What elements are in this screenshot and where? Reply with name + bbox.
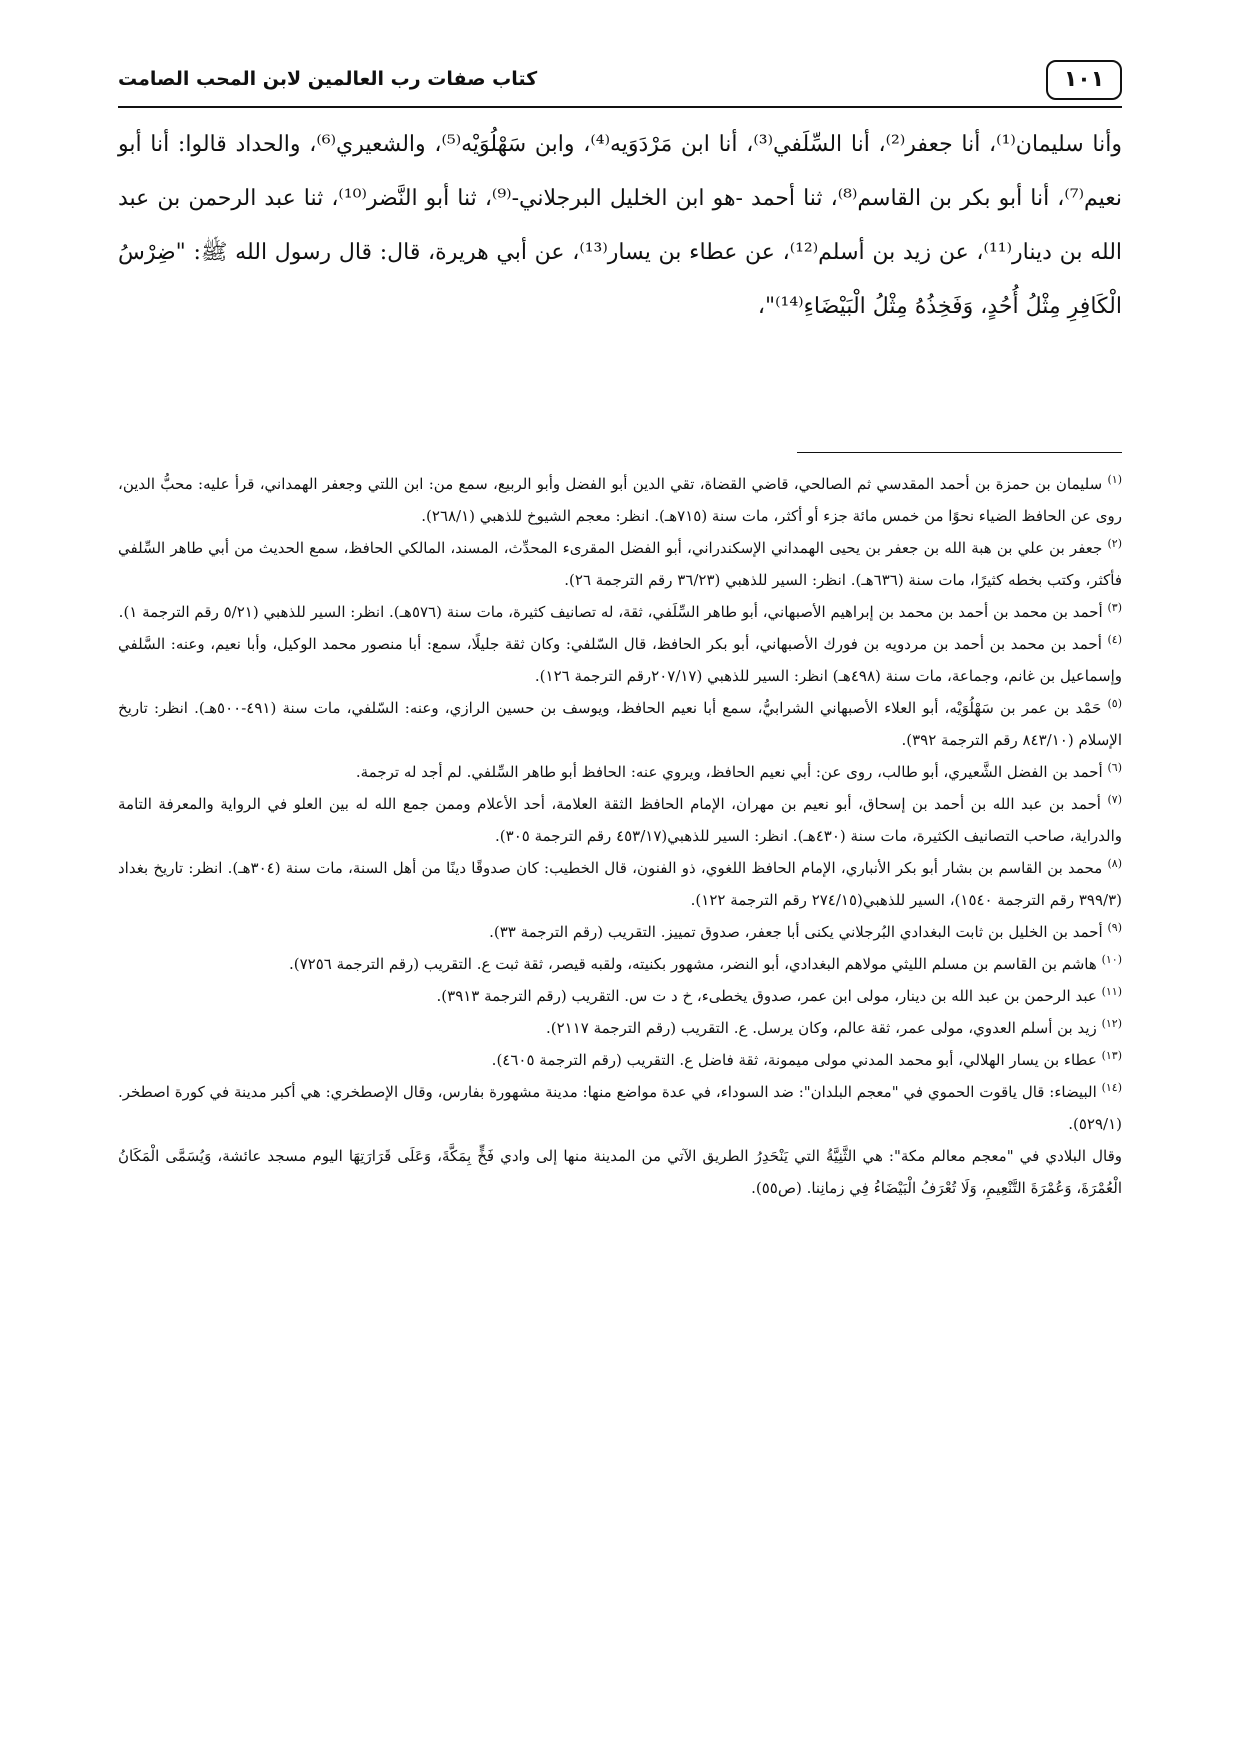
footnote-number: (٨) <box>1107 857 1122 870</box>
footnote-number: (٥) <box>1107 697 1122 710</box>
footnote-4 <box>118 628 1122 692</box>
footnote-text: أحمد بن الفضل الشَّعيري، أبو طالب، روى عن: أبي نعيم الحافظ، ويروي عنه: الحافظ أبو طاهر السِّلفي. لم أجد له ترجمة. <box>355 763 1103 781</box>
main-text <box>118 118 1122 334</box>
footnote-text: عبد الرحمن بن عبد الله بن دينار، مولى ابن عمر، صدوق يخطىء، خ د ت س. التقريب (رقم الترجمة ٣٩١٣). <box>436 987 1097 1005</box>
footnote-text: جعفر بن علي بن هبة الله بن جعفر بن يحيى الهمداني الإسكندراني، أبو الفضل المقرىء المحدِّث، المسند، المالكي الحافظ، سمع الحديث من أبي طاهر السِّلفي فأكثر، وكتب بخطه كثيرًا، مات سنة (٦٣٦هـ). انظر: السير للذهبي (٣٦/٢٣ رقم الترجمة ٢٦). <box>118 539 1122 589</box>
footnote-text: أحمد بن محمد بن أحمد بن محمد بن إبراهيم الأصبهاني، أبو طاهر السِّلَفي، ثقة، له تصانيف كثيرة، مات سنة (٥٧٦هـ). انظر: السير للذهبي (٥/٢١ رقم الترجمة ١). <box>118 603 1103 621</box>
footnote-text: محمد بن القاسم بن بشار أبو بكر الأنباري، الإمام الحافظ اللغوي، ذو الفنون، قال الخطيب: كان صدوقًا دينًا من أهل السنة، مات سنة (٣٠٤هـ). انظر: تاريخ بغداد (٣٩٩/٣ رقم الترجمة ١٥٤٠)، السير للذهبي(٢٧٤/١٥ رقم الترجمة ١٢٢). <box>118 859 1122 909</box>
footnote-number: (٧) <box>1107 793 1122 806</box>
footnote-10 <box>118 948 1122 980</box>
footnote-5 <box>118 692 1122 756</box>
footnote-12 <box>118 1012 1122 1044</box>
footnote-number: (٢) <box>1107 537 1122 550</box>
footnote-text: سليمان بن حمزة بن أحمد المقدسي ثم الصالحي، قاضي القضاة، تقي الدين أبو الفضل وأبو الربيع، سمع من: ابن اللتي وجعفر الهمداني، قرأ عليه: محبُّ الدين، روى عن الحافظ الضياء نحوًا من خمس مائة جزء أو أكثر، مات سنة (٧١٥هـ). انظر: معجم الشيوخ للذهبي (٢٦٨/١). <box>118 475 1122 525</box>
footnote-text: أحمد بن عبد الله بن أحمد بن إسحاق، أبو نعيم بن مهران، الإمام الحافظ الثقة العلامة، أحد الأعلام وممن جمع الله له بين العلو في الرواية والمعرفة التامة والدراية، صاحب التصانيف الكثيرة، مات سنة (٤٣٠هـ). انظر: السير للذهبي(٤٥٣/١٧ رقم الترجمة ٣٠٥). <box>118 795 1122 845</box>
footnote-1 <box>118 468 1122 532</box>
footnote-text: زيد بن أسلم العدوي، مولى عمر، ثقة عالم، وكان يرسل. ع. التقريب (رقم الترجمة ٢١١٧). <box>545 1019 1097 1037</box>
footnote-2 <box>118 532 1122 596</box>
footnote-number: (١) <box>1107 473 1122 486</box>
footnote-number: (١٤) <box>1101 1081 1122 1094</box>
footnote-text: عطاء بن يسار الهلالي، أبو محمد المدني مولى ميمونة، ثقة فاضل ع. التقريب (رقم الترجمة ٤٦٠٥). <box>491 1051 1097 1069</box>
footnote-3 <box>118 596 1122 628</box>
footnote-13 <box>118 1044 1122 1076</box>
footnote-text: هاشم بن القاسم بن مسلم الليثي مولاهم البغدادي، أبو النضر، مشهور بكنيته، ولقبه قيصر، ثقة ثبت ع. التقريب (رقم الترجمة ٧٢٥٦). <box>288 955 1097 973</box>
footnote-text: حَمْد بن عمر بن سَهْلُوَيْه، أبو العلاء الأصبهاني الشرابيُّ، سمع أبا نعيم الحافظ، ويوسف بن حسين الرازي، وعنه: السّلفي، مات سنة (٤٩١-٥٠٠هـ). انظر: تاريخ الإسلام (٨٤٣/١٠ رقم الترجمة ٣٩٢). <box>118 699 1122 749</box>
main-paragraph: وأنا سليمان⁽¹⁾، أنا جعفر⁽²⁾، أنا السِّلَفي⁽³⁾، أنا ابن مَرْدَوَيه⁽⁴⁾، وابن سَهْلُوَيْه⁽⁵⁾، والشعيري⁽⁶⁾، والحداد قالوا: أنا أبو نعيم⁽⁷⁾، أنا أبو بكر بن القاسم⁽⁸⁾، ثنا أحمد -هو ابن الخليل البرجلاني-⁽⁹⁾، ثنا أبو النَّضر⁽¹⁰⁾، ثنا عبد الرحمن بن عبد الله بن دينار⁽¹¹⁾، عن زيد بن أسلم⁽¹²⁾، عن عطاء بن يسار⁽¹³⁾، عن أبي هريرة، قال: قال رسول الله ﷺ: "ضِرْسُ الْكَافِرِ مِثْلُ أُحُدٍ، وَفَخِذُهُ مِثْلُ الْبَيْضَاءِ⁽¹⁴⁾"، <box>118 132 1123 319</box>
footnote-separator <box>797 452 1122 453</box>
footnote-text: البيضاء: قال ياقوت الحموي في "معجم البلدان": ضد السوداء، في عدة مواضع منها: مدينة مشهورة بفارس، وقال الإصطخري: هي أكبر مدينة في كورة اصطخر. (٥٢٩/١). <box>118 1083 1122 1133</box>
footnote-number: (٦) <box>1107 761 1122 774</box>
footnote-number: (١٣) <box>1101 1049 1122 1062</box>
footnote-number: (١٢) <box>1101 1017 1122 1030</box>
footnote-14-continuation: وقال البلادي في "معجم معالم مكة": هي الثَّنِيَّةُ التي يَنْحَدِرُ الطريق الآتي من المدينة منها إلى وادي فَخٍّ بِمَكَّةَ، وَعَلَى قَرَارَتِهَا اليوم مسجد عائشة، وَيُسَمَّى الْمَكَانُ الْعُمْرَةَ، وَعُمْرَةَ التَّنْعِيمِ، وَلَا تُعْرَفُ الْبَيْضَاءُ فِي زمانِنا. (ص٥٥). <box>118 1147 1122 1197</box>
footnote-7 <box>118 788 1122 852</box>
book-title: كتاب صفات رب العالمين لابن المحب الصامت <box>118 68 538 90</box>
footnote-14 <box>118 1076 1122 1140</box>
footnote-number: (٣) <box>1107 601 1122 614</box>
footnote-9 <box>118 916 1122 948</box>
footnote-text: أحمد بن محمد بن أحمد بن مردويه بن فورك الأصبهاني، أبو بكر الحافظ، قال السّلفي: وكان ثقة جليلًا، سمع: أبا منصور محمد الوكيل، وأبا نعيم، وعنه: السَّلفي وإسماعيل بن غانم، وجماعة، مات سنة (٤٩٨هـ) انظر: السير للذهبي (٢٠٧/١٧رقم الترجمة ١٢٦). <box>118 635 1122 685</box>
footnote-6 <box>118 756 1122 788</box>
footnote-11 <box>118 980 1122 1012</box>
footnotes <box>118 468 1122 1204</box>
footnote-number: (٤) <box>1107 633 1122 646</box>
footnote-number: (١١) <box>1101 985 1122 998</box>
footnote-number: (٩) <box>1107 921 1122 934</box>
page-header <box>118 60 1122 108</box>
footnote-number: (١٠) <box>1101 953 1122 966</box>
page-number: ١٠١ <box>1046 60 1122 100</box>
footnote-8 <box>118 852 1122 916</box>
footnote-text: أحمد بن الخليل بن ثابت البغدادي البُرجلاني يكنى أبا جعفر، صدوق تمييز. التقريب (رقم الترجمة ٣٣). <box>489 923 1103 941</box>
